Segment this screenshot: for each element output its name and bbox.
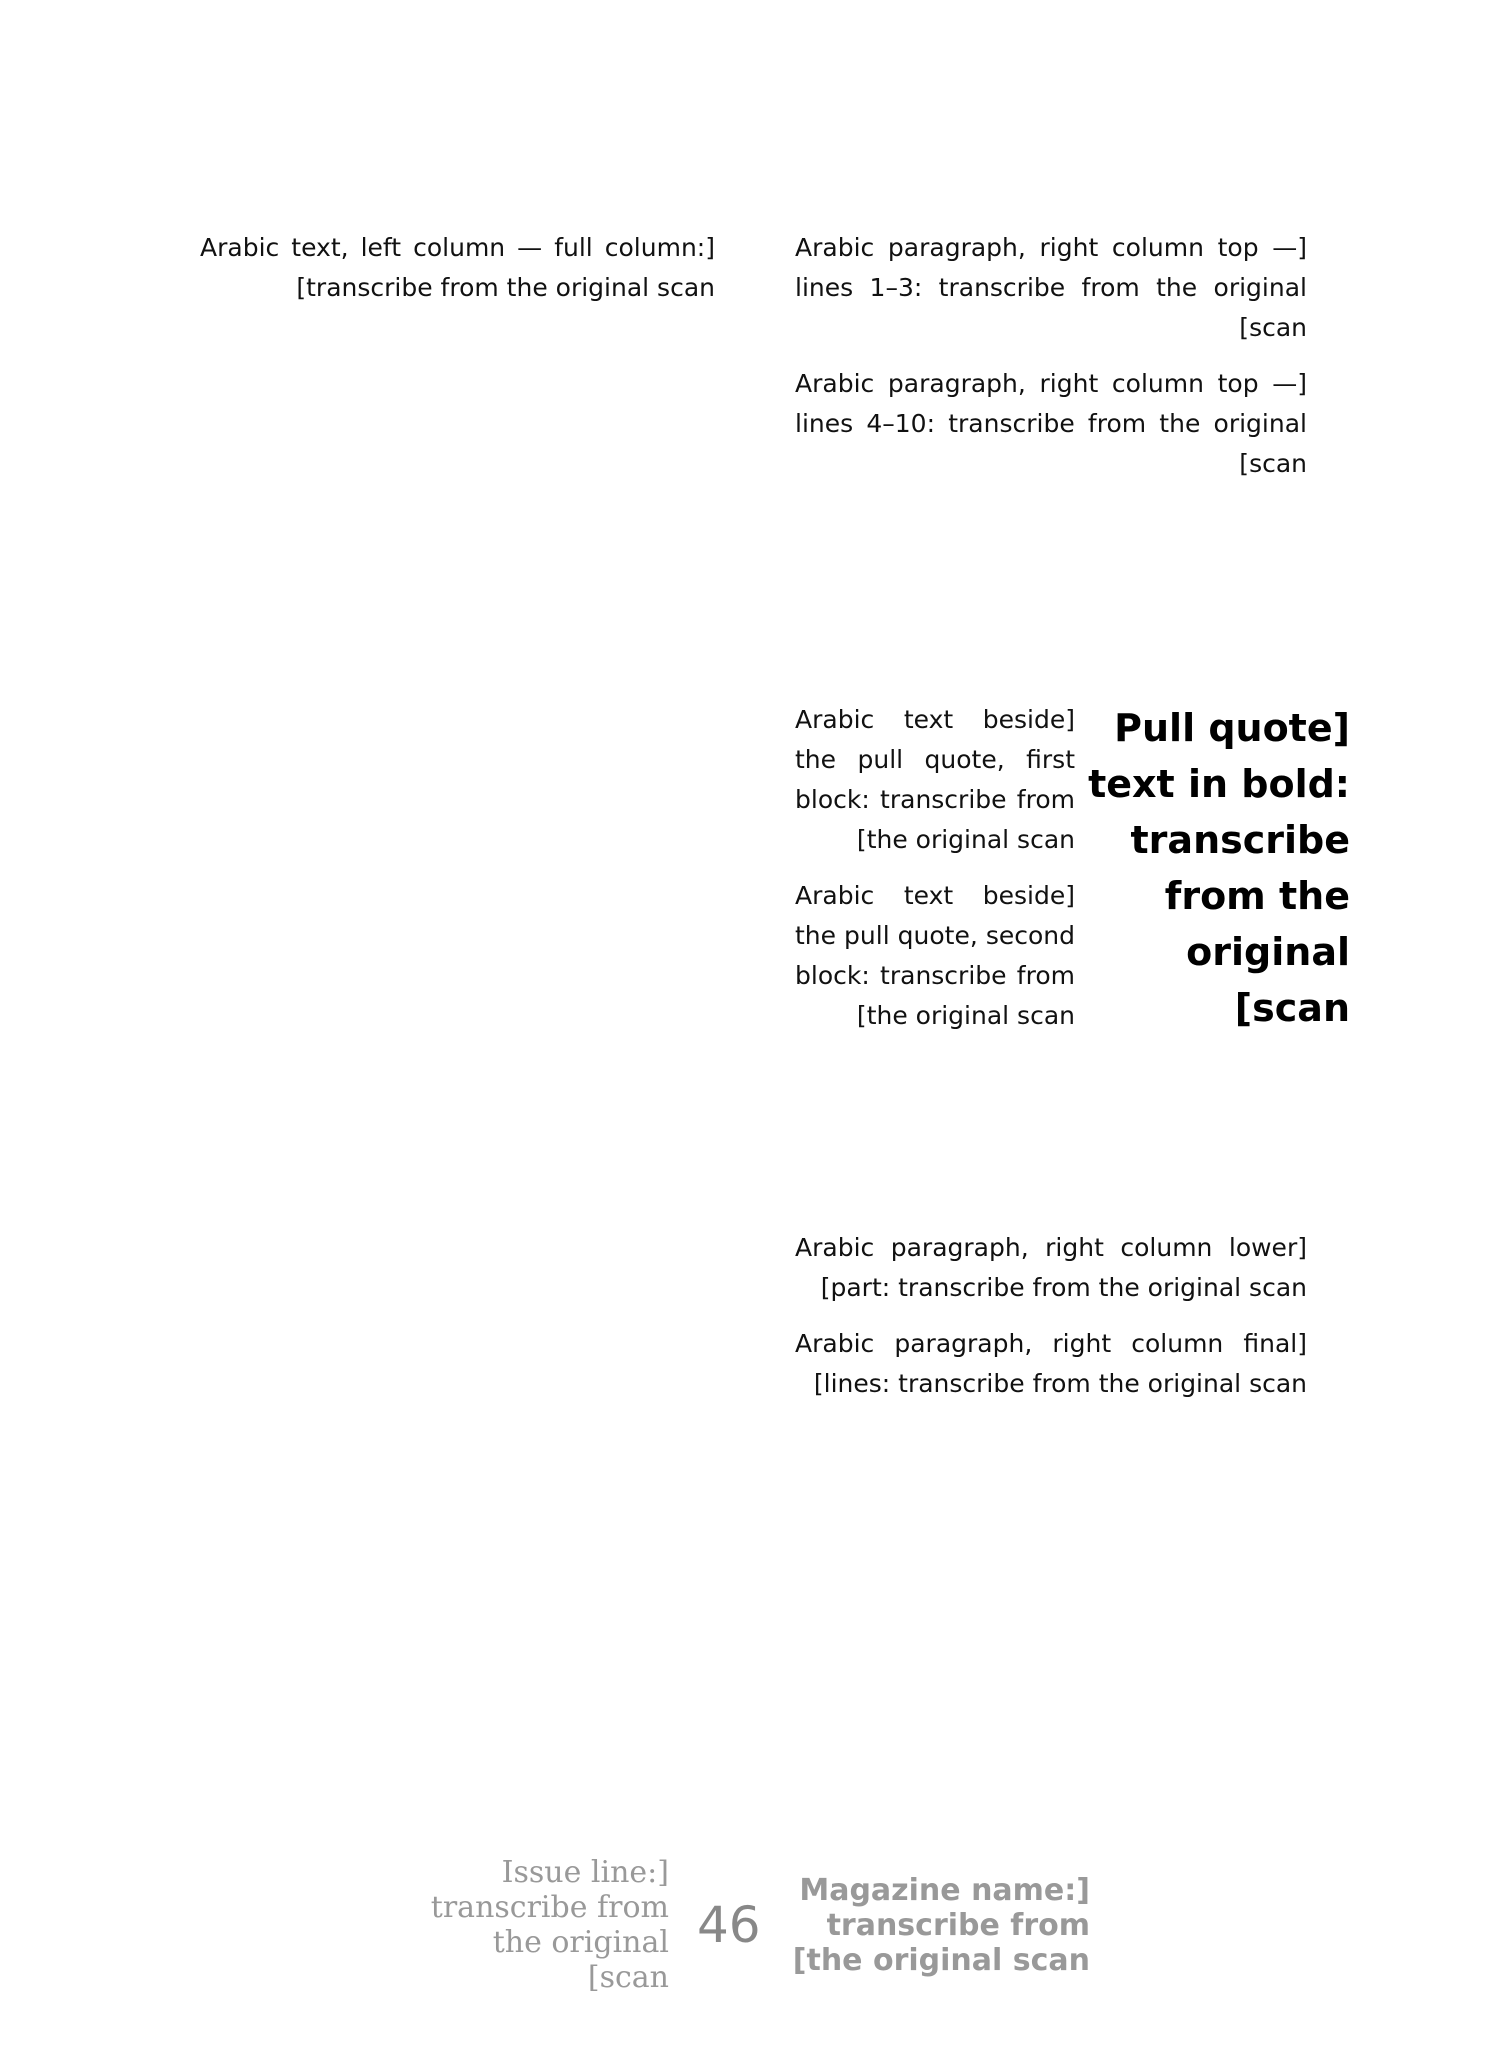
issue-info: [Issue line: transcribe from the original scan] xyxy=(430,1855,669,1995)
paragraph: [Arabic text beside the pull quote, first block: transcribe from the original scan] xyxy=(795,705,1075,854)
page-footer xyxy=(430,1855,1090,1995)
left-column xyxy=(200,228,715,324)
right-column-bottom xyxy=(795,1228,1307,1420)
paragraph: [Arabic paragraph, right column lower part: transcribe from the original scan] xyxy=(795,1233,1307,1302)
pull-quote: [Pull quote text in bold: transcribe from the original scan] xyxy=(1088,706,1350,1030)
paragraph: [Arabic paragraph, right column top — lines 4–10: transcribe from the original scan] xyxy=(795,369,1307,478)
magazine-name: [Magazine name: transcribe from the original scan] xyxy=(792,1872,1090,1978)
paragraph: [Arabic text, left column — full column: transcribe from the original scan] xyxy=(200,233,715,302)
paragraph: [Arabic paragraph, right column final lines: transcribe from the original scan] xyxy=(795,1329,1307,1398)
right-column-top xyxy=(795,228,1307,500)
right-column-narrow xyxy=(795,700,1075,1052)
paragraph: [Arabic paragraph, right column top — lines 1–3: transcribe from the original scan] xyxy=(795,233,1307,342)
page-number: 46 xyxy=(696,1896,761,1954)
paragraph: [Arabic text beside the pull quote, second block: transcribe from the original scan] xyxy=(795,881,1075,1030)
